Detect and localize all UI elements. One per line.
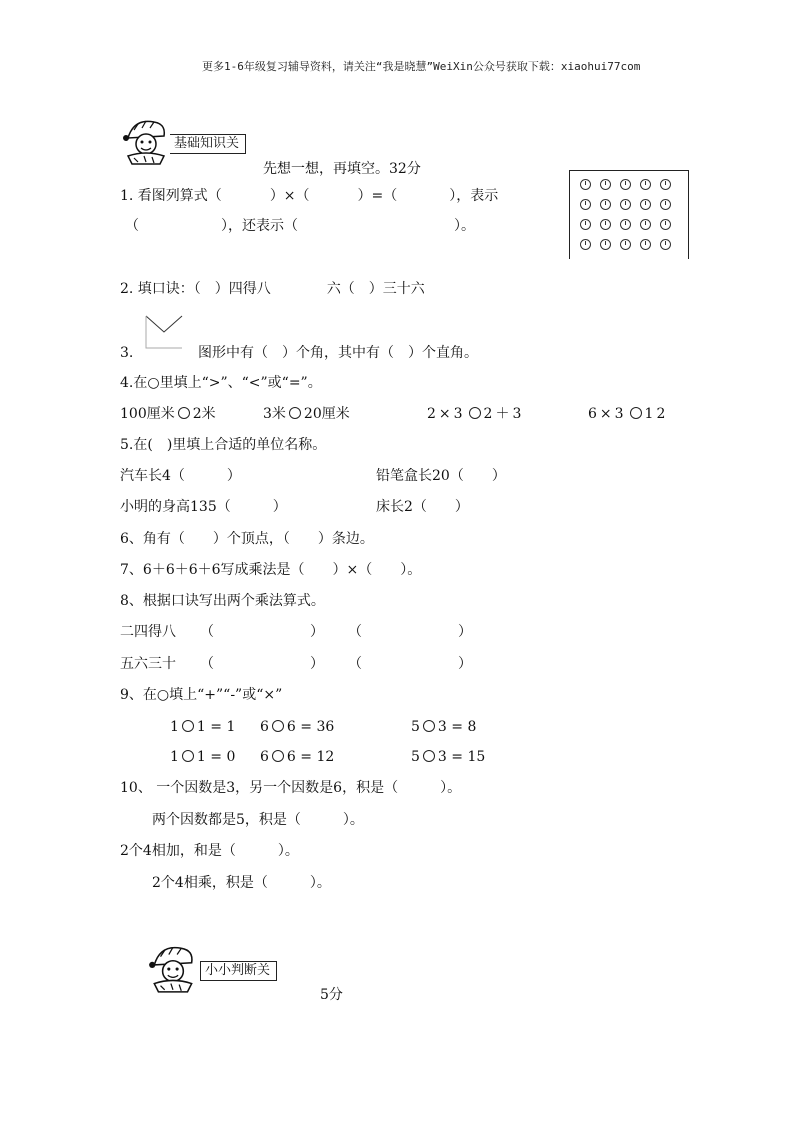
q1-part-g: ）。 — [454, 218, 475, 234]
q4-item-2-right: 20厘米 — [303, 406, 350, 422]
compare-circle-blank[interactable] — [469, 407, 481, 419]
q9-r2-i1 — [170, 748, 235, 766]
section-badge-true-false: 小小判断关 — [200, 961, 277, 981]
q9-left: 6 — [260, 719, 269, 735]
operator-circle-blank[interactable] — [272, 750, 284, 762]
clock-grid-image — [569, 170, 689, 259]
q1-part-d: ），表示 — [449, 188, 499, 204]
q4-item-4 — [588, 405, 668, 423]
paren-open: （ — [348, 656, 362, 672]
q1-part-f: ），还表示（ — [221, 218, 298, 234]
q1-part-a: 1. 看图列算式（ — [120, 188, 222, 204]
operator-circle-blank[interactable] — [182, 750, 194, 762]
q9-left: 1 — [170, 749, 179, 765]
q4-item-3 — [427, 405, 524, 423]
q9-r2-i3 — [411, 748, 485, 766]
envelope-shape-figure — [144, 314, 184, 350]
operator-circle-blank[interactable] — [272, 720, 284, 732]
q9-right: 3 = 15 — [437, 749, 486, 765]
q1-part-b: ）×（ — [269, 188, 310, 204]
operator-circle-blank[interactable] — [182, 720, 194, 732]
question-8-title: 8、根据口诀写出两个乘法算式。 — [120, 593, 325, 609]
section-2-score: 5分 — [320, 987, 343, 1003]
q4-item-3-left: 2×3 — [427, 406, 466, 422]
compare-circle-blank[interactable] — [289, 407, 301, 419]
jester-mascot-icon — [120, 116, 174, 166]
q9-left: 5 — [411, 719, 420, 735]
q4-item-4-right: 12 — [644, 406, 669, 422]
q9-right: 1 = 1 — [196, 719, 236, 735]
question-10-line-1: 10、 一个因数是3，另一个因数是6，积是（ ）。 — [120, 780, 462, 796]
question-3-number: 3. — [120, 345, 134, 361]
question-6: 6、角有（ ）个顶点，（ ）条边。 — [120, 531, 374, 547]
operator-circle-blank[interactable] — [423, 720, 435, 732]
q2-part-a: 2. 填口诀：（ ）四得八 — [120, 281, 271, 297]
q4-item-1-right: 2米 — [192, 406, 216, 422]
q9-right: 3 = 8 — [437, 719, 477, 735]
paren-open: （ — [348, 624, 362, 640]
question-1-line-2 — [125, 217, 475, 235]
q4-item-1 — [120, 405, 216, 423]
q9-r1-i1 — [170, 718, 235, 736]
jester-mascot-icon — [146, 942, 202, 994]
q9-r1-i3 — [411, 718, 476, 736]
q9-r2-i2 — [260, 748, 334, 766]
question-10-line-2: 两个因数都是5，积是（ ）。 — [152, 812, 364, 828]
q9-right: 6 = 12 — [286, 749, 335, 765]
paren-open: （ — [200, 656, 214, 672]
q9-r1-i2 — [260, 718, 334, 736]
section-intro: 先想一想，再填空。32分 — [263, 161, 421, 177]
q8-row-2 — [120, 655, 472, 673]
q2-part-b: 六（ ）三十六 — [326, 281, 425, 297]
question-10-line-3: 2个4相加，和是（ ）。 — [120, 843, 299, 859]
paren-close: ） — [310, 656, 324, 672]
q4-item-2 — [263, 405, 350, 423]
q4-item-2-left: 3米 — [263, 406, 286, 422]
q1-part-c: ）=（ — [357, 188, 398, 204]
paren-close: ） — [458, 656, 472, 672]
q5-row-1-right: 铅笔盒长20（ ） — [376, 468, 506, 484]
question-7: 7、6＋6＋6＋6写成乘法是（ ）×（ ）。 — [120, 562, 422, 578]
q8-row-1 — [120, 623, 472, 641]
q8-row-1-label: 二四得八 — [120, 624, 176, 640]
q5-row-1-left: 汽车长4（ ） — [120, 468, 241, 484]
paren-open: （ — [200, 624, 214, 640]
paren-close: ） — [310, 624, 324, 640]
compare-circle-blank[interactable] — [178, 407, 190, 419]
q4-item-1-left: 100厘米 — [120, 406, 175, 422]
question-1-line-1 — [120, 187, 498, 205]
question-10-line-4: 2个4相乘，积是（ ）。 — [152, 875, 331, 891]
q9-left: 1 — [170, 719, 179, 735]
q8-row-2-label: 五六三十 — [120, 656, 176, 672]
operator-circle-blank[interactable] — [423, 750, 435, 762]
q9-left: 6 — [260, 749, 269, 765]
question-3-text: 图形中有（ ）个角，其中有（ ）个直角。 — [198, 345, 478, 361]
q9-left: 5 — [411, 749, 420, 765]
question-5-title: 5.在( )里填上合适的单位名称。 — [120, 437, 327, 453]
q1-part-e: （ — [125, 218, 139, 234]
question-2 — [120, 280, 425, 298]
q4-item-3-right: 2＋3 — [483, 406, 525, 422]
q5-row-2-left: 小明的身高135（ ） — [120, 499, 287, 515]
section-badge-basic-knowledge: 基础知识关 — [170, 134, 246, 154]
q4-item-4-left: 6×3 — [588, 406, 627, 422]
question-4-title: 4.在○里填上“>”、“<”或“=”。 — [120, 375, 322, 391]
page-header-note: 更多1-6年级复习辅导资料，请关注“我是晓慧”WeiXin公众号获取下载：xiaohui77com — [202, 60, 641, 73]
question-9-title: 9、在○填上“+”“-”或“×” — [120, 687, 283, 703]
q5-row-2-right: 床长2（ ） — [376, 499, 469, 515]
paren-close: ） — [458, 624, 472, 640]
q9-right: 1 = 0 — [196, 749, 236, 765]
compare-circle-blank[interactable] — [630, 407, 642, 419]
q9-right: 6 = 36 — [286, 719, 335, 735]
